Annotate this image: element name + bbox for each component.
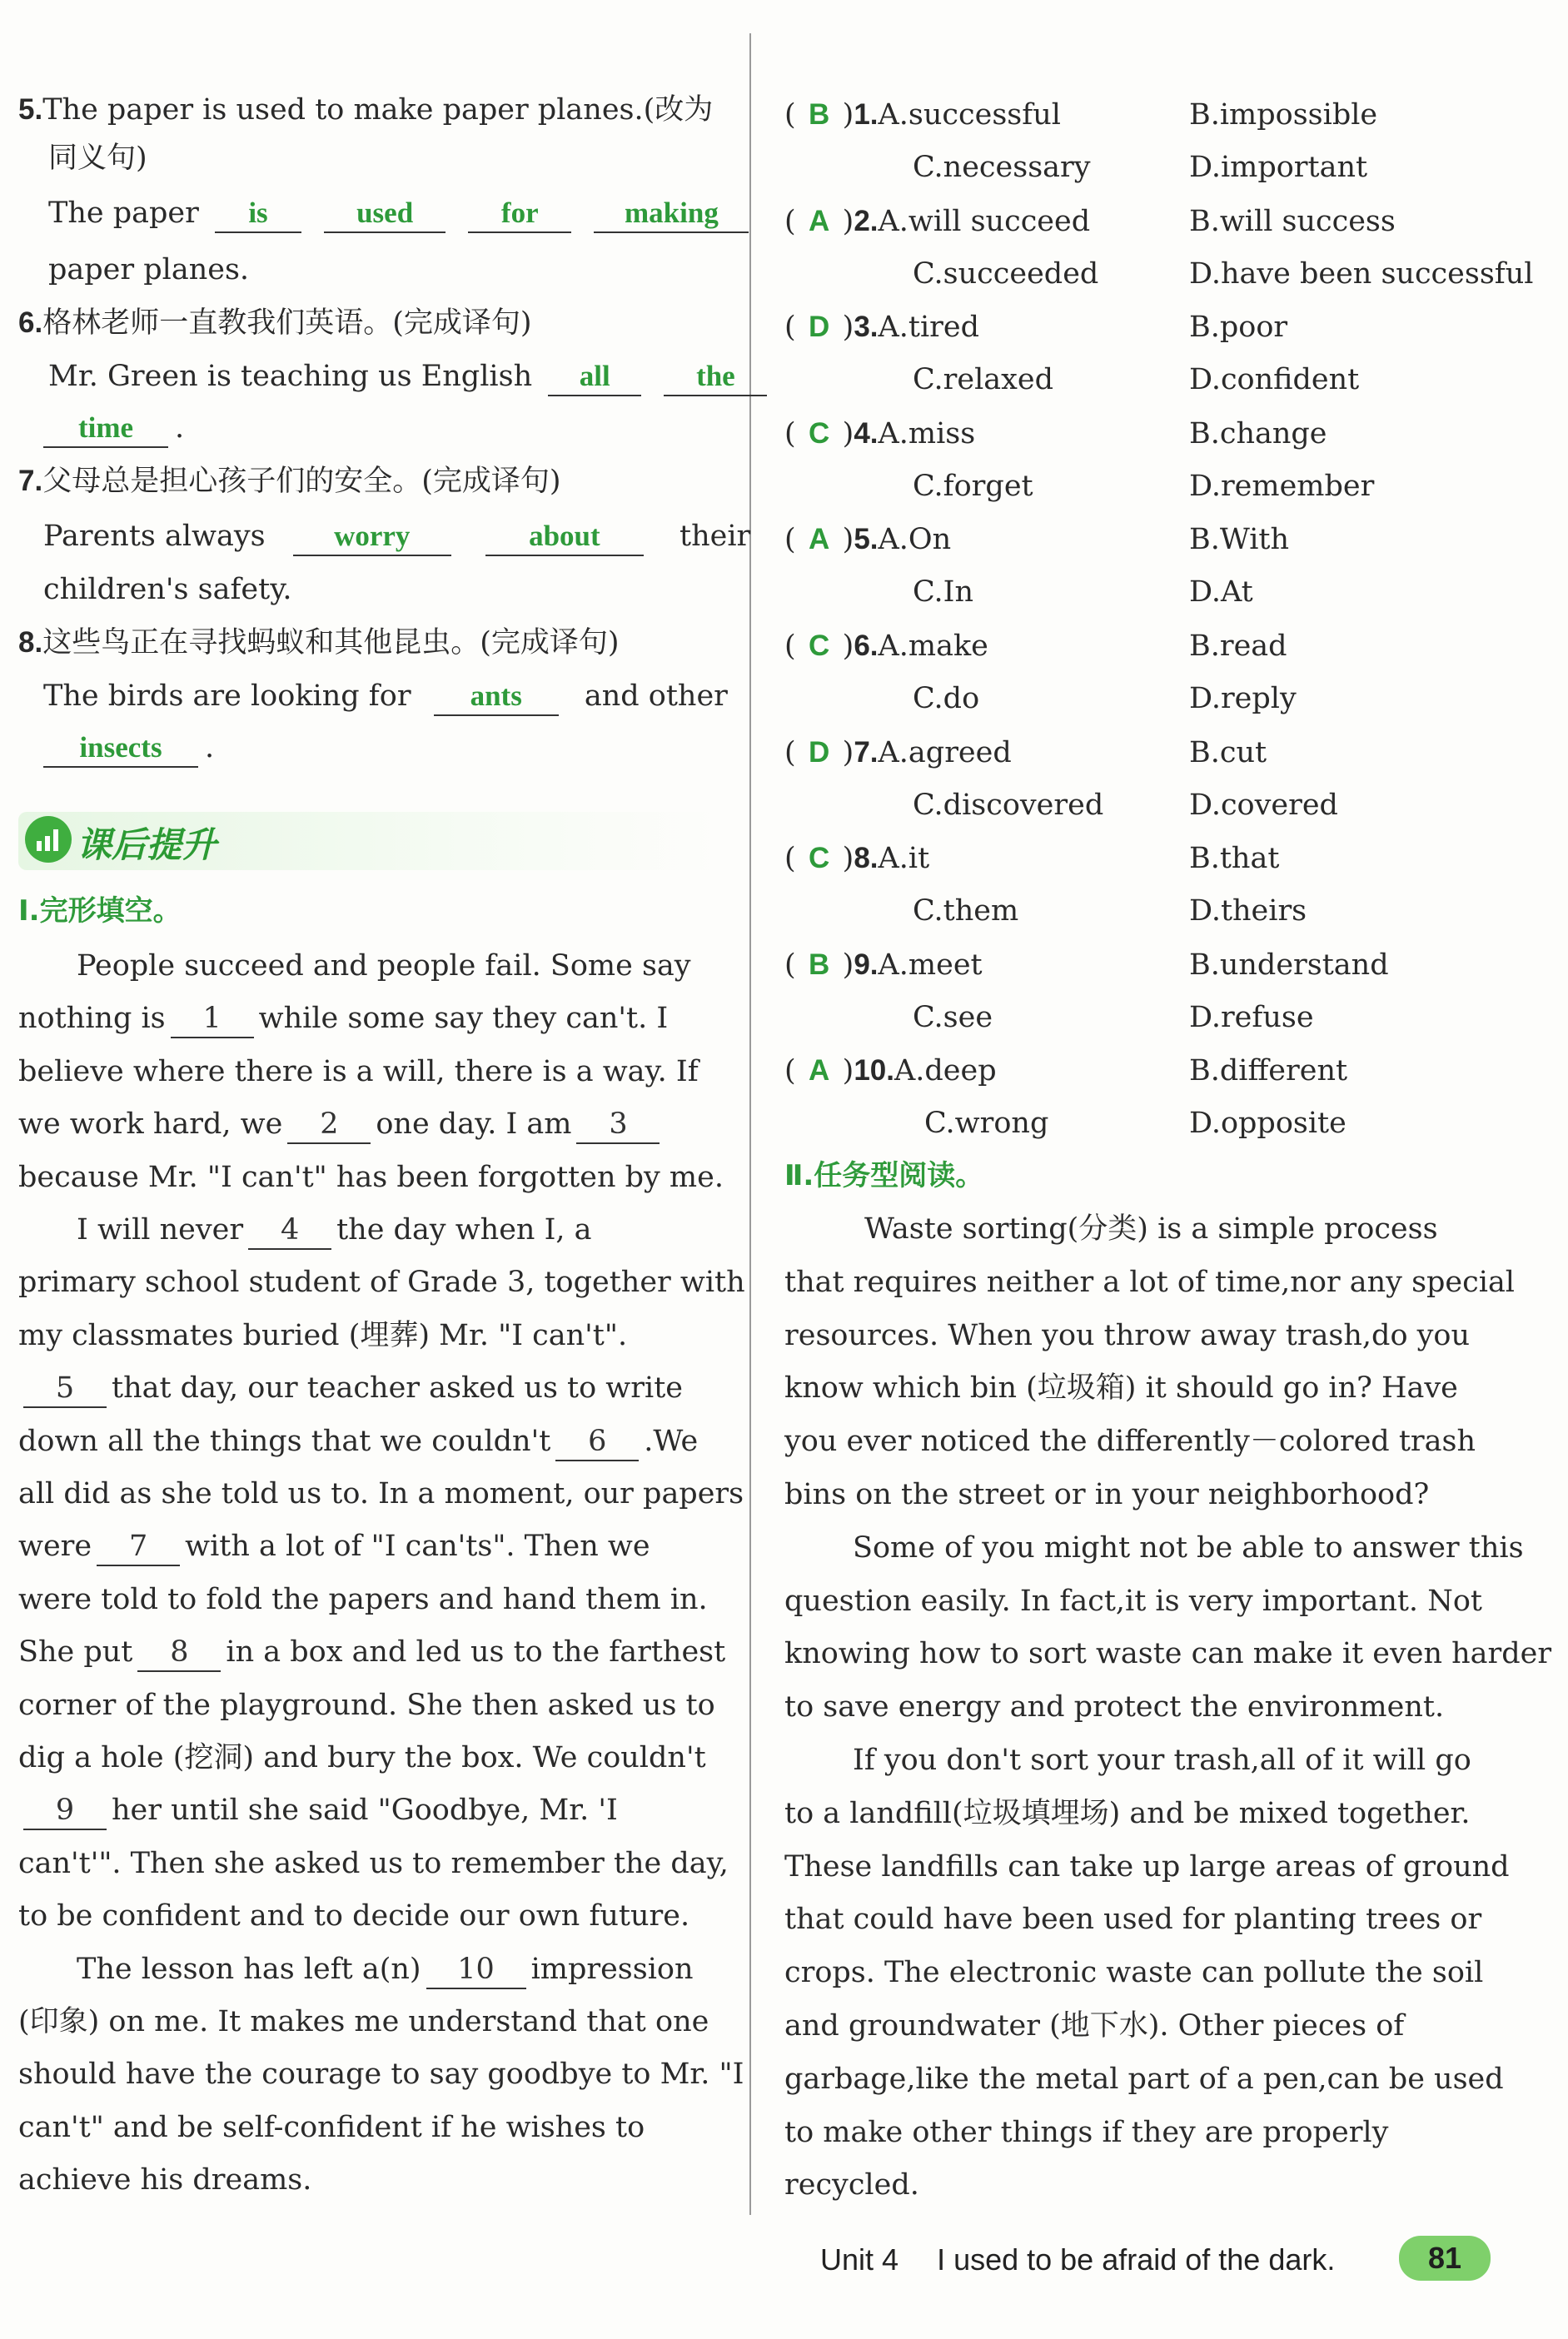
paren-open: ( — [784, 842, 796, 876]
reading-line: bins on the street or in your neighborhood? — [784, 1478, 1430, 1511]
option-c[interactable]: C.wrong — [924, 1107, 1049, 1141]
cloze-text: impression — [530, 1952, 694, 1986]
answer-blank[interactable]: about — [485, 518, 644, 556]
cloze-line — [18, 1898, 689, 1934]
cloze-line — [18, 1739, 706, 1776]
q7-line2: children's safety. — [43, 573, 292, 606]
choice-answer[interactable]: C — [809, 416, 830, 450]
reading-line: know which bin (垃圾箱) it should go in? Have — [784, 1371, 1458, 1406]
cloze-blank[interactable]: 4 — [248, 1212, 331, 1250]
cloze-line — [18, 1000, 668, 1038]
cloze-line — [18, 1423, 698, 1461]
cloze-line — [18, 1159, 724, 1196]
paren-close: ) — [842, 1054, 854, 1088]
footer-title: I used to be afraid of the dark. — [937, 2242, 1336, 2277]
q8-prompt: 8.这些鸟正在寻找蚂蚁和其他昆虫。(完成译句) — [18, 626, 620, 659]
chart-icon — [25, 816, 72, 863]
option-d[interactable]: D.At — [1189, 575, 1253, 610]
choice-answer[interactable]: B — [809, 948, 830, 981]
page-footer — [820, 2242, 1335, 2277]
option-a[interactable]: A.will succeed — [878, 204, 1091, 238]
cloze-blank[interactable]: 2 — [287, 1106, 371, 1144]
reading-line: If you don't sort your trash,all of it will go — [853, 1744, 1471, 1777]
option-number: 4. — [854, 416, 879, 450]
choice-answer[interactable]: A — [809, 1054, 830, 1087]
cloze-text: we work hard, we — [18, 1107, 283, 1142]
page-number: 81 — [1399, 2236, 1491, 2281]
paren-open: ( — [784, 98, 796, 132]
option-number: 9. — [854, 948, 879, 981]
reading-line: to a landfill(垃圾填埋场) and be mixed together. — [784, 1796, 1471, 1830]
paren-close: ) — [842, 204, 854, 238]
reading-line: question easily. In fact,it is very important. Not — [784, 1584, 1482, 1618]
reading-line: resources. When you throw away trash,do you — [784, 1318, 1471, 1352]
paren-close: ) — [842, 311, 854, 345]
cloze-line — [18, 1106, 665, 1144]
reading-line: These landfills can take up large areas of ground — [784, 1849, 1510, 1884]
option-c[interactable]: C.them — [913, 894, 1019, 928]
cloze-text: should have the courage to say goodbye to Mr. "I — [18, 2058, 744, 2092]
cloze-text: in a box and led us to the farthest — [226, 1635, 726, 1670]
cloze-line — [18, 1053, 699, 1090]
option-c[interactable]: C.do — [913, 682, 980, 715]
q8-line: The birds are looking for ants and other — [43, 678, 728, 716]
cloze-text: the day when I, a — [336, 1213, 592, 1247]
option-b[interactable]: B.impossible — [1189, 98, 1378, 132]
reading-line: garbage,like the metal part of a pen,can be used — [784, 2062, 1504, 2096]
cloze-line — [77, 1951, 694, 1989]
paren-open: ( — [784, 630, 796, 663]
reading-line: to save energy and protect the environment. — [784, 1690, 1445, 1724]
cloze-line — [18, 1845, 729, 1882]
option-number: 2. — [854, 204, 879, 237]
cloze-blank[interactable]: 3 — [576, 1106, 660, 1144]
option-row — [784, 416, 975, 452]
option-row — [784, 628, 988, 664]
cloze-text: nothing is — [18, 1002, 166, 1036]
option-a[interactable]: A.deep — [894, 1054, 997, 1088]
q6-prompt: 6.格林老师一直教我们英语。(完成译句) — [18, 306, 532, 340]
choice-answer[interactable]: B — [809, 98, 830, 131]
cloze-text: because Mr. "I can't" has been forgotten by me. — [18, 1160, 724, 1194]
answer-blank[interactable]: time — [43, 410, 168, 448]
option-a[interactable]: A.it — [878, 842, 930, 876]
option-b[interactable]: B.understand — [1189, 948, 1389, 982]
option-number: 3. — [854, 311, 879, 344]
answer-blank[interactable]: is — [215, 195, 301, 233]
paren-close: ) — [842, 948, 854, 982]
option-b[interactable]: B.poor — [1189, 311, 1288, 345]
cloze-text: (印象) on me. It makes me understand that one — [18, 2005, 709, 2038]
option-c[interactable]: C.forget — [913, 469, 1033, 503]
cloze-blank[interactable]: 9 — [23, 1792, 107, 1830]
option-a[interactable]: A.miss — [878, 416, 976, 450]
choice-answer[interactable]: A — [809, 523, 830, 556]
cloze-text: People succeed and people fail. Some say — [77, 949, 691, 983]
paren-close: ) — [842, 842, 854, 876]
cloze-text: with a lot of "I can'ts". Then we — [185, 1530, 650, 1564]
q6-line: Mr. Green is teaching us English all the — [48, 358, 774, 396]
cloze-text: corner of the playground. She then asked us to — [18, 1688, 715, 1722]
cloze-line — [18, 2162, 311, 2198]
paren-open: ( — [784, 948, 796, 982]
paren-close: ) — [842, 416, 854, 450]
cloze-heading: Ⅰ.完形填空。 — [18, 894, 182, 928]
option-number: 1. — [854, 98, 879, 131]
choice-answer[interactable]: A — [809, 204, 830, 237]
option-b[interactable]: B.With — [1189, 523, 1290, 557]
q7-prompt: 7.父母总是担心孩子们的安全。(完成译句) — [18, 465, 561, 498]
reading-line: to make other things if they are properly — [784, 2115, 1389, 2149]
option-row — [784, 97, 1061, 133]
cloze-text: .We — [644, 1424, 699, 1458]
q6-line2: time . — [43, 410, 184, 448]
cloze-text: down all the things that we couldn't — [18, 1424, 551, 1458]
answer-blank[interactable]: for — [468, 195, 571, 233]
q8-line2: insects . — [43, 729, 214, 768]
cloze-blank[interactable]: 10 — [426, 1951, 526, 1989]
cloze-text: believe where there is a will, there is a way. If — [18, 1054, 699, 1088]
q5-line1: 5.The paper is used to make paper planes.(改为 — [18, 93, 714, 127]
reading-line: that requires neither a lot of time,nor any special — [784, 1265, 1515, 1299]
cloze-line — [18, 2003, 709, 2040]
cloze-text: my classmates buried (埋葬) Mr. "I can't". — [18, 1318, 628, 1352]
reading-line: crops. The electronic waste can pollute the soil — [784, 1956, 1484, 1990]
option-number: 8. — [854, 842, 879, 875]
reading-line: recycled. — [784, 2168, 919, 2202]
cloze-line — [18, 1792, 618, 1830]
cloze-text: She put — [18, 1635, 133, 1670]
option-d[interactable]: D.theirs — [1189, 894, 1307, 928]
cloze-blank[interactable]: 6 — [555, 1423, 639, 1461]
option-c[interactable]: C.succeeded — [913, 256, 1099, 291]
option-b[interactable]: B.change — [1189, 416, 1327, 450]
cloze-line — [77, 1212, 592, 1250]
cloze-text: primary school student of Grade 3, together with — [18, 1266, 745, 1300]
paren-open: ( — [784, 523, 796, 557]
option-b[interactable]: B.will success — [1189, 204, 1396, 238]
answer-blank[interactable]: insects — [43, 729, 198, 768]
cloze-line — [18, 1317, 627, 1354]
option-d[interactable]: D.reply — [1189, 682, 1297, 715]
reading-line: that could have been used for planting trees or — [784, 1903, 1482, 1937]
reading-line: and groundwater (地下水). Other pieces of — [784, 2009, 1405, 2043]
choice-answer[interactable]: C — [809, 842, 830, 875]
answer-blank[interactable]: used — [324, 195, 446, 233]
cloze-line — [18, 1476, 744, 1512]
reading-line: knowing how to sort waste can make it even harder — [784, 1637, 1552, 1671]
answer-blank[interactable]: ants — [434, 678, 559, 716]
cloze-text: that day, our teacher asked us to write — [112, 1371, 683, 1406]
option-number: 7. — [854, 735, 879, 769]
reading-line: you ever noticed the differently－colored trash — [784, 1425, 1476, 1459]
option-row — [784, 203, 1090, 240]
cloze-line — [18, 1634, 725, 1672]
answer-blank[interactable]: all — [548, 358, 641, 396]
cloze-text: one day. I am — [376, 1107, 572, 1142]
paren-open: ( — [784, 416, 796, 450]
reading-heading: Ⅱ.任务型阅读。 — [784, 1159, 984, 1192]
cloze-line — [18, 1528, 650, 1566]
option-number: 5. — [854, 523, 879, 556]
q5-line2: 同义句) — [48, 142, 147, 175]
option-b[interactable]: B.that — [1189, 842, 1280, 876]
option-row — [784, 521, 951, 558]
cloze-line — [18, 1687, 715, 1724]
cloze-text: her until she said "Goodbye, Mr. 'I — [112, 1794, 618, 1828]
cloze-blank[interactable]: 5 — [23, 1370, 107, 1408]
option-b[interactable]: B.read — [1189, 630, 1287, 663]
cloze-text: The lesson has left a(n) — [77, 1952, 421, 1986]
cloze-text: were — [18, 1530, 92, 1564]
option-row — [784, 309, 979, 346]
paren-close: ) — [842, 523, 854, 557]
cloze-text: dig a hole (挖洞) and bury the box. We couldn't — [18, 1741, 706, 1774]
option-row — [784, 947, 983, 983]
option-d[interactable]: D.covered — [1189, 788, 1338, 822]
cloze-text: all did as she told us to. In a moment, our papers — [18, 1477, 744, 1510]
option-number: 6. — [854, 630, 879, 662]
option-a[interactable]: A.successful — [878, 98, 1061, 132]
cloze-blank[interactable]: 1 — [171, 1000, 254, 1038]
cloze-line — [77, 948, 691, 984]
cloze-line — [18, 1581, 708, 1618]
answer-blank[interactable]: making — [594, 195, 749, 233]
option-a[interactable]: A.tired — [878, 311, 980, 345]
cloze-text: achieve his dreams. — [18, 2163, 312, 2197]
cloze-text: were told to fold the papers and hand them in. — [18, 1582, 708, 1616]
paren-open: ( — [784, 1054, 796, 1088]
option-b[interactable]: B.cut — [1189, 735, 1267, 769]
answer-blank[interactable]: worry — [293, 518, 451, 556]
paren-open: ( — [784, 311, 796, 345]
paren-close: ) — [842, 98, 854, 132]
option-d[interactable]: D.opposite — [1189, 1107, 1346, 1141]
reading-line: Waste sorting(分类) is a simple process — [864, 1212, 1438, 1246]
choice-answer[interactable]: D — [809, 311, 830, 344]
section-title: 课后提升 — [77, 824, 217, 865]
option-d[interactable]: D.important — [1189, 151, 1368, 184]
q5-line3: The paper is used for making — [48, 195, 755, 233]
option-b[interactable]: B.different — [1189, 1054, 1348, 1088]
cloze-text: I will never — [77, 1213, 244, 1247]
cloze-text: to be confident and to decide our own future. — [18, 1899, 690, 1933]
cloze-text: can't" and be self-confident if he wishes to — [18, 2110, 645, 2144]
option-c[interactable]: C.relaxed — [913, 363, 1054, 397]
cloze-line — [18, 2056, 744, 2093]
paren-open: ( — [784, 735, 796, 769]
cloze-line — [18, 1264, 745, 1301]
cloze-text: can't'". Then she asked us to remember the day, — [18, 1846, 729, 1880]
paren-close: ) — [842, 630, 854, 663]
option-a[interactable]: A.agreed — [878, 735, 1012, 769]
option-c[interactable]: C.discovered — [913, 788, 1104, 822]
option-row — [784, 734, 1012, 771]
cloze-line — [18, 1370, 683, 1408]
answer-blank[interactable]: the — [664, 358, 767, 396]
q5-line4: paper planes. — [48, 253, 250, 286]
cloze-text: while some say they can't. I — [258, 1002, 669, 1036]
footer-unit: Unit 4 — [820, 2242, 899, 2277]
option-c[interactable]: C.In — [913, 575, 974, 610]
option-row — [784, 1053, 997, 1089]
choice-answer[interactable]: D — [809, 735, 830, 769]
paren-open: ( — [784, 204, 796, 238]
option-c[interactable]: C.see — [913, 1000, 993, 1034]
option-a[interactable]: A.meet — [878, 948, 983, 982]
option-a[interactable]: A.make — [878, 630, 988, 663]
option-row — [784, 840, 929, 877]
cloze-blank[interactable]: 8 — [137, 1634, 221, 1672]
option-d[interactable]: D.remember — [1189, 469, 1375, 503]
cloze-line — [18, 2109, 645, 2146]
cloze-blank[interactable]: 7 — [97, 1528, 180, 1566]
reading-line: Some of you might not be able to answer this — [853, 1530, 1524, 1565]
option-d[interactable]: D.confident — [1189, 363, 1360, 397]
option-d[interactable]: D.refuse — [1189, 1000, 1314, 1034]
paren-close: ) — [842, 735, 854, 769]
q7-line: Parents always worry about their — [43, 518, 750, 556]
option-number: 10. — [854, 1054, 894, 1087]
option-a[interactable]: A.On — [878, 523, 952, 557]
option-c[interactable]: C.necessary — [913, 151, 1091, 184]
choice-answer[interactable]: C — [809, 630, 830, 662]
option-d[interactable]: D.have been successful — [1189, 256, 1534, 291]
